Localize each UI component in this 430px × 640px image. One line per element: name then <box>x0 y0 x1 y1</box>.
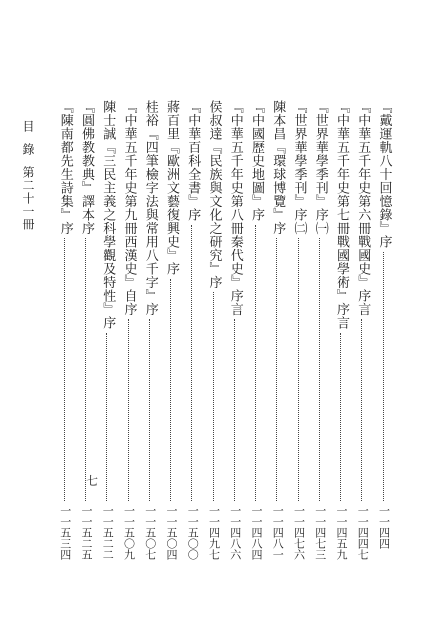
toc-entry-page: 一一四八一 <box>271 505 285 560</box>
toc-entry-title: 陳士誠『三民主義之科學觀及特性』序 <box>100 100 116 330</box>
toc-entry <box>247 100 264 620</box>
toc-entry-page: 一一四五九 <box>335 505 349 560</box>
toc-entry <box>162 100 179 620</box>
dot-leader <box>149 319 150 501</box>
toc-entry <box>290 100 307 620</box>
toc-entry-page: 一一五〇七 <box>143 505 157 560</box>
toc-entry <box>268 100 285 620</box>
dot-leader <box>234 319 235 501</box>
toc-entry-title: 侯叔達『民族與文化之研究』序 <box>206 100 222 289</box>
toc-entry-title: 『世界華學季刊』序㈡ <box>291 100 307 235</box>
toc-entry-page: 一一五〇四 <box>165 505 179 560</box>
toc-entry-title: 『中華五千年史第九冊西漢史』自序 <box>121 100 137 316</box>
running-header-volume: 第二十一冊 <box>21 166 35 231</box>
toc-entry-page: 一一四七三 <box>313 505 327 560</box>
toc-entry-title: 『中華五千年史第七冊戰國學術』序言 <box>334 100 350 330</box>
toc-entry <box>353 100 370 620</box>
dot-leader <box>361 319 362 501</box>
toc-entry <box>98 100 115 620</box>
running-header-label: 目 <box>21 120 35 133</box>
toc-entry-title: 陳本昌『環球博覽』序 <box>270 100 286 235</box>
dot-leader <box>213 292 214 501</box>
toc-entry-title: 『中華五千年史第六冊戰國史』序言 <box>355 100 371 316</box>
toc-entry-page: 一一五〇〇 <box>186 505 200 560</box>
toc-entry-page: 一一四七六 <box>292 505 306 560</box>
dot-leader <box>85 238 86 501</box>
dot-leader <box>298 238 299 501</box>
toc-entry <box>56 100 73 620</box>
toc-entry-title: 『陳南都先生詩集』序 <box>57 100 73 235</box>
toc-entry <box>332 100 349 620</box>
toc-entry <box>205 100 222 620</box>
dot-leader <box>170 279 171 501</box>
toc-entry <box>77 100 94 620</box>
toc-entry-title: 『圓佛教教典』譯本序 <box>79 100 95 235</box>
toc-entry <box>183 100 200 620</box>
running-header-label-2: 錄 <box>21 143 35 156</box>
toc-entry <box>120 100 137 620</box>
toc-entry-page: 一一五三四 <box>58 505 72 560</box>
dot-leader <box>383 252 384 501</box>
dot-leader <box>191 225 192 501</box>
toc-entry-title: 『中國歷史地圖』序 <box>249 100 265 222</box>
toc-entry-title: 桂裕『四筆檢字法與常用八千字』序 <box>142 100 158 316</box>
toc-entry-page: 一一五二二 <box>101 505 115 560</box>
toc-entry-page: 一一四九七 <box>207 505 221 560</box>
toc-entry-page: 一一四四七 <box>356 505 370 560</box>
toc-entry-page: 一一四八四 <box>250 505 264 560</box>
toc-entry-title: 『中華五千年史第八冊秦代史』序言 <box>227 100 243 316</box>
toc-entry-page: 一一四四 <box>377 505 391 549</box>
toc-entries <box>52 100 392 620</box>
dot-leader <box>340 333 341 501</box>
toc-entry <box>226 100 243 620</box>
toc-entry-page: 一一五〇九 <box>122 505 136 560</box>
toc-entry-page: 一一四八六 <box>228 505 242 560</box>
page-number: 七 <box>86 474 99 488</box>
toc-entry-title: 『戴運軌八十回憶錄』序 <box>376 100 392 249</box>
running-header <box>21 120 35 231</box>
toc-entry <box>375 100 392 620</box>
dot-leader <box>64 238 65 501</box>
toc-entry-title: 蔣百里『歐洲文藝復興史』序 <box>164 100 180 276</box>
dot-leader <box>319 238 320 501</box>
toc-entry-title: 『中華百科全書』序 <box>185 100 201 222</box>
dot-leader <box>255 225 256 501</box>
dot-leader <box>276 238 277 501</box>
dot-leader <box>106 333 107 501</box>
toc-entry-title: 『世界華學季刊』序㈠ <box>312 100 328 235</box>
dot-leader <box>128 319 129 501</box>
toc-entry <box>311 100 328 620</box>
toc-entry <box>141 100 158 620</box>
toc-entry-page: 一一五二五 <box>80 505 94 560</box>
